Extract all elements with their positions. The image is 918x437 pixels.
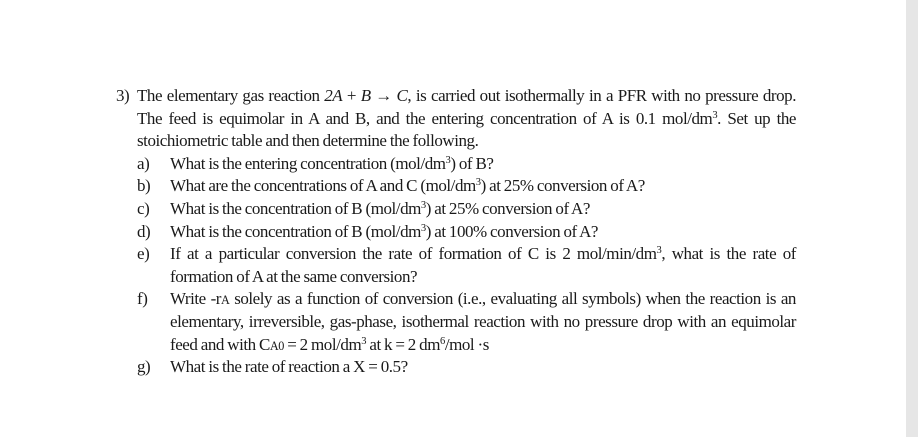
equation-arrow: → (370, 86, 397, 105)
part-e-letter: e) (137, 244, 150, 264)
part-g-letter: g) (137, 357, 151, 377)
part-b-superscript: 3 (475, 177, 481, 189)
part-d-superscript: 3 (420, 222, 426, 234)
part-e-text-1: If at a particular conversion the rate of formation of C is 2 mol/min/dm (170, 244, 657, 264)
intro-text-2: , is carried out isothermally in a PFR with no pressure drop. The feed is equimolar in A and B, and the entering concentration of A is 0.1 mol/dm (137, 86, 797, 128)
part-f-text-4: at k = 2 dm (366, 334, 440, 354)
equation-reactant-b: B (360, 86, 371, 105)
part-b (116, 175, 796, 198)
part-c-letter: c) (137, 198, 150, 218)
part-b-text-2: ) at 25% conversion of A? (480, 176, 645, 196)
intro-superscript: 3 (712, 109, 718, 121)
part-f-text-5: /mol ·s (444, 334, 489, 354)
part-d-letter: d) (137, 221, 151, 241)
equation-product-c: C (396, 86, 408, 105)
intro-text-3: . Set up the stoichiometric table and then determine the following. (137, 108, 797, 151)
part-d-text-1: What is the concentration of B (mol/dm (170, 221, 421, 241)
part-e-superscript: 3 (656, 245, 662, 257)
question-intro (116, 85, 796, 153)
part-b-text-1: What are the concentrations of A and C (mol/dm (170, 176, 476, 196)
part-f-letter: f) (137, 289, 148, 309)
part-f-subscript-a0: A0 (269, 338, 284, 353)
part-e (116, 243, 796, 288)
part-g (116, 356, 796, 379)
intro-text-1: The elementary gas reaction (137, 86, 325, 105)
part-c-text-2: ) at 25% conversion of A? (425, 198, 590, 218)
question-number: 3) (116, 86, 130, 105)
part-f-text-3: = 2 mol/dm (283, 334, 362, 354)
part-d (116, 221, 796, 244)
part-f-text-2: solely as a function of conversion (i.e., evaluating all symbols) when the reaction is an elementary, irreversible, gas-phase, isothermal reaction with no pressure drop with an equimolar feed and with C (170, 289, 796, 354)
question-3 (116, 85, 796, 379)
part-f-superscript-1: 3 (361, 335, 367, 347)
equation-reactant-a: 2A (324, 86, 343, 105)
part-a-superscript: 3 (445, 154, 451, 166)
part-f-text-1: Write -r (170, 289, 221, 309)
part-d-text-2: ) at 100% conversion of A? (425, 221, 598, 241)
part-g-text-1: What is the rate of reaction a X = 0.5? (170, 357, 408, 377)
equation-plus: + (342, 86, 361, 105)
part-f-subscript-a: A (221, 293, 230, 308)
part-e-text-2: , what is the rate of formation of A at the same conversion? (170, 244, 796, 286)
right-edge-strip (906, 0, 918, 437)
part-a-text-1: What is the entering concentration (mol/dm (170, 153, 446, 173)
part-b-letter: b) (137, 176, 151, 196)
part-a (116, 153, 796, 176)
part-c-text-1: What is the concentration of B (mol/dm (170, 198, 421, 218)
part-f-superscript-2: 6 (439, 335, 445, 347)
part-a-text-2: ) of B? (450, 153, 494, 173)
part-c (116, 198, 796, 221)
part-c-superscript: 3 (420, 200, 426, 212)
part-a-letter: a) (137, 153, 150, 173)
part-f (116, 288, 796, 356)
